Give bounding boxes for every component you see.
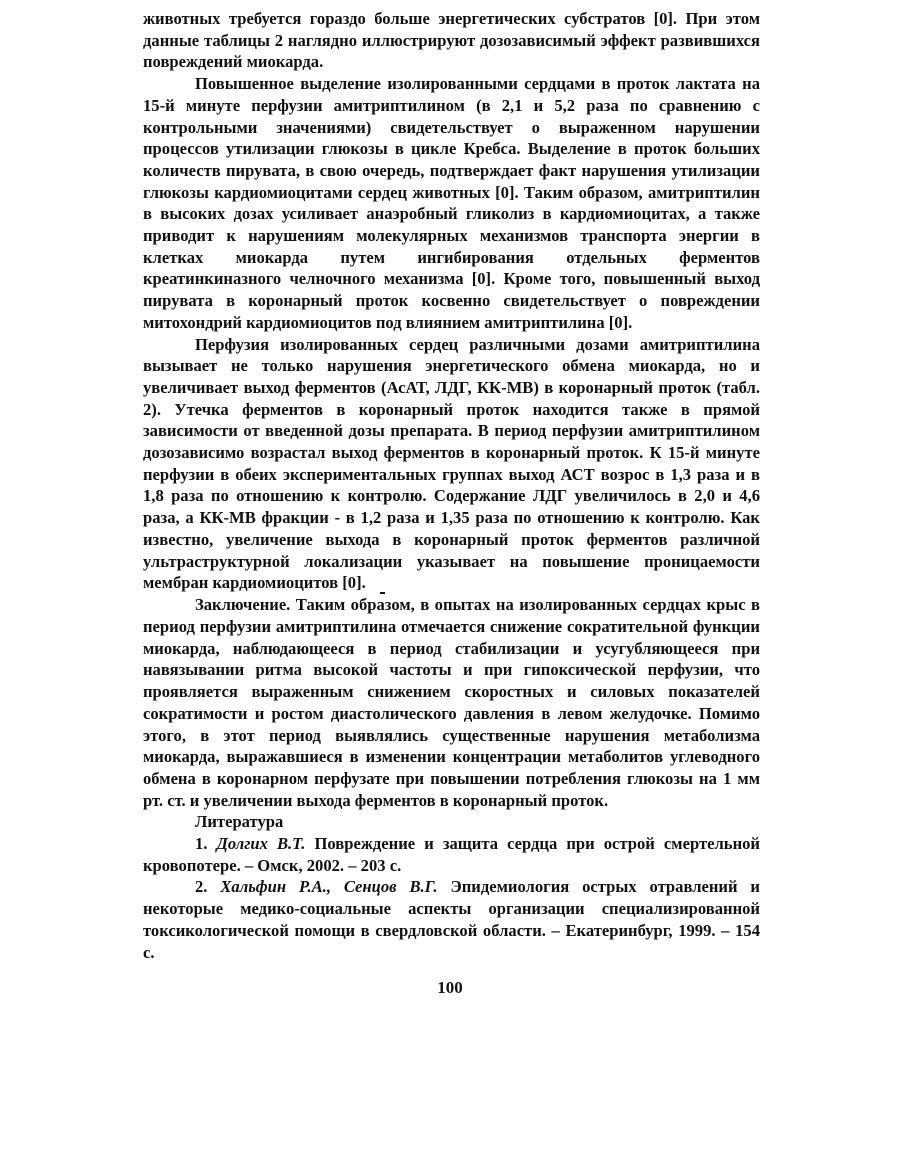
page-number: 100 — [437, 978, 463, 997]
conclusion-text: Таким образом, в опытах на изолированных сердцах крыс в период перфузии амитриптилина отмечается снижение сократительной функции миокарда, наблюдающееся в период стабилизации и усугубляющееся при навязывании ритма высокой частоты и при гипоксической перфузии, что проявляется выраженным снижением скоростных и силовых показателей сократимости и ростом диастолического давления в левом желудочке. Помимо этого, в этот период выявлялись существенные нарушения метаболизма миокарда, выражавшиеся в изменении концентрации метаболитов углеводного обмена в коронарном перфузате при повышении потребления глюкозы на 1 мм рт. ст. и увеличении выхода ферментов в коронарный проток. — [143, 595, 760, 810]
paragraph-enzymes-text: Перфузия изолированных сердец различными дозами амитриптилина вызывает не только нарушения энергетического обмена миокарда, но и увеличивает выход ферментов (АсАТ, ЛДГ, КК-МВ) в коронарный проток (табл. 2). Утечка ферментов в коронарный проток находится также в прямой зависимости от введенной дозы препарата. В период перфузии амитриптилином дозозависимо возрастал выход ферментов в коронарный проток. К 15-й минуте перфузии в обеих экспериментальных группах выход АСТ возрос в 1,3 раза и в 1,8 раза по отношению к контролю. Содержание ЛДГ увеличилось в 2,0 и 4,6 раза, а КК-МВ фракции - в 1,2 раза и 1,35 раза по отношению к контролю. Как известно, увеличение выхода в коронарный проток ферментов различной ультраструктурной локализации указывает на повышение проницаемости мембран кардиомиоцитов [0]. — [143, 334, 760, 593]
reference-item-1 — [143, 833, 760, 876]
paragraph-conclusion — [143, 594, 760, 811]
reference-1-author: Долгих В.Т. — [216, 834, 306, 854]
conclusion-label: Заключение. — [195, 595, 291, 615]
reference-1-text: Повреждение и защита сердца при острой смертельной кровопотере. – Омск, 2002. – 203 с. — [143, 834, 760, 875]
reference-2-text: Эпидемиология острых отравлений и некоторые медико-социальные аспекты организации специализированной токсикологической помощи в свердловской области. – Екатеринбург, 1999. – 154 с. — [143, 877, 760, 962]
reference-1-number: 1. — [195, 834, 217, 854]
references-heading: Литература — [195, 812, 284, 832]
page-body — [143, 8, 760, 963]
reference-2-author: Хальфин Р.А., Сенцов В.Г. — [220, 877, 438, 897]
paragraph-lactate: Повышенное выделение изолированными сердцами в проток лактата на 15-й минуте перфузии амитриптилином (в 2,1 и 5,2 раза по сравнению с контрольными значениями) свидетельствует о выраженном нарушении процессов утилизации глюкозы в цикле Кребса. Выделение в проток больших количеств пирувата, в свою очередь, подтверждает факт нарушения утилизации глюкозы кардиомиоцитами сердец животных [0]. Таким образом, амитриптилин в высоких дозах усиливает анаэробный гликолиз в кардиомиоцитах, а также приводит к нарушениям молекулярных механизмов транспорта энергии в клетках миокарда путем ингибирования отдельных ферментов креатинкиназного челночного механизма [0]. Кроме того, повышенный выход пирувата в коронарный проток косвенно свидетельствует о повреждении митохондрий кардиомиоцитов под влиянием амитриптилина [0]. — [143, 74, 760, 332]
reference-item-2 — [143, 876, 760, 963]
paragraph-intro: животных требуется гораздо больше энергетических субстратов [0]. При этом данные таблицы 2 наглядно иллюстрируют дозозависимый эффект развившихся повреждений миокарда. — [143, 9, 760, 72]
reference-2-number: 2. — [195, 877, 221, 897]
paragraph-enzymes — [143, 334, 760, 595]
